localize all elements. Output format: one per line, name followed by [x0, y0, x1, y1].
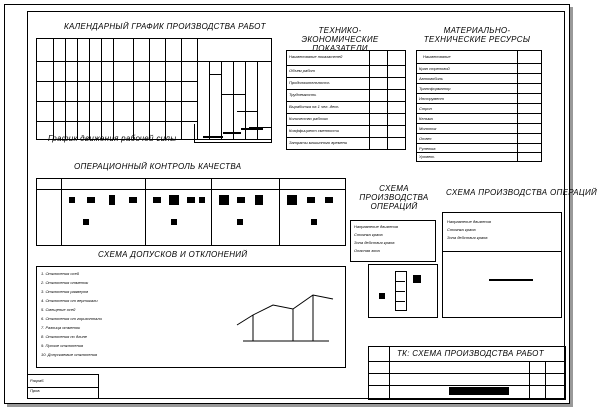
tech-row: Затраты машинного времени — [289, 140, 348, 145]
material-resources-table — [416, 50, 542, 162]
material-row: Рулетка — [419, 146, 436, 151]
schema-note: Опасная зона — [354, 248, 380, 253]
stamp-title: ТК: СХЕМА ПРОИЗВОДСТВА РАБОТ — [397, 349, 544, 358]
schema-production-title: СХЕМА ПРОИЗВОДСТВА ОПЕРАЦИЙ — [446, 188, 597, 197]
material-row: Строп — [419, 106, 432, 111]
tech-indicators-table — [286, 50, 406, 150]
tolerances-title: СХЕМА ДОПУСКОВ И ОТКЛОНЕНИЙ — [98, 250, 248, 259]
quality-control-title: ОПЕРАЦИОННЫЙ КОНТРОЛЬ КАЧЕСТВА — [74, 162, 242, 171]
material-row: Кельма — [419, 116, 433, 121]
schema-note: Зона действия крана — [354, 240, 395, 245]
schema-notes-box — [350, 220, 436, 262]
schema-note: Направление движения — [447, 219, 491, 224]
title-block — [368, 346, 566, 400]
tech-row: Выработка на 1 чел.-день — [289, 104, 339, 109]
material-row: Молоток — [419, 126, 437, 131]
tech-header: Наименование показателей — [289, 54, 343, 59]
material-row: Уровень — [419, 154, 435, 159]
material-resources-title: МАТЕРИАЛЬНО-ТЕХНИЧЕСКИЕ РЕСУРСЫ — [423, 26, 531, 44]
tolerances-box — [36, 266, 346, 368]
drawing-frame — [27, 11, 597, 399]
tolerance-note: 1. Отклонения осей — [41, 271, 80, 276]
tolerance-note: 7. Разница отметок — [41, 325, 81, 330]
material-row: Автомобиль — [419, 76, 444, 81]
tech-row: Трудоемкость — [289, 92, 317, 97]
tech-indicators-title: ТЕХНИКО-ЭКОНОМИЧЕСКИЕ ПОКАЗАТЕЛИ — [301, 26, 379, 53]
schema-note: Направление движения — [354, 224, 398, 229]
material-row: Кран стреловой — [419, 66, 450, 71]
material-row: Трансформатор — [419, 86, 451, 91]
stamp-label: Разраб. — [30, 378, 45, 383]
material-row: Отвес — [419, 136, 432, 141]
quality-control-table — [36, 178, 346, 246]
material-header: Наименование — [423, 54, 451, 59]
schedule-title: КАЛЕНДАРНЫЙ ГРАФИК ПРОИЗВОДСТВА РАБОТ — [64, 22, 266, 31]
tolerance-note: 3. Отклонения размеров — [41, 289, 89, 294]
tech-row: Продолжительность — [289, 80, 330, 85]
tolerance-note: 2. Отклонения отметок — [41, 280, 89, 285]
drawing-sheet — [4, 4, 597, 404]
material-row: Инструмент — [419, 96, 444, 101]
schema-note: Стоянка крана — [354, 232, 383, 237]
tech-row: Объем работ — [289, 68, 316, 73]
schema-note: Стоянка крана — [447, 227, 476, 232]
schema-production-box — [442, 212, 562, 318]
operations-title: СХЕМА ПРОИЗВОДСТВА ОПЕРАЦИЙ — [359, 184, 429, 211]
tech-row: Количество рабочих — [289, 116, 328, 121]
schema-note: Зона действия крана — [447, 235, 488, 240]
tech-row: Коэффициент сменности — [289, 128, 339, 133]
stamp-label: Пров. — [30, 388, 41, 393]
tolerance-note: 4. Отклонения от вертикали — [41, 298, 98, 303]
tolerance-note: 10. Допускаемые отклонения — [41, 352, 98, 357]
tolerance-note: 9. Прочие отклонения — [41, 343, 84, 348]
tolerance-note: 5. Смещение осей — [41, 307, 76, 312]
tolerance-note: 8. Отклонения по длине — [41, 334, 88, 339]
schema-drawing — [368, 264, 438, 318]
tolerance-note: 6. Отклонения от горизонтали — [41, 316, 102, 321]
workforce-title: График движения рабочей силы — [48, 134, 177, 143]
workforce-graph — [194, 124, 272, 143]
tolerance-sketch — [233, 275, 337, 345]
left-stamp — [28, 374, 99, 399]
